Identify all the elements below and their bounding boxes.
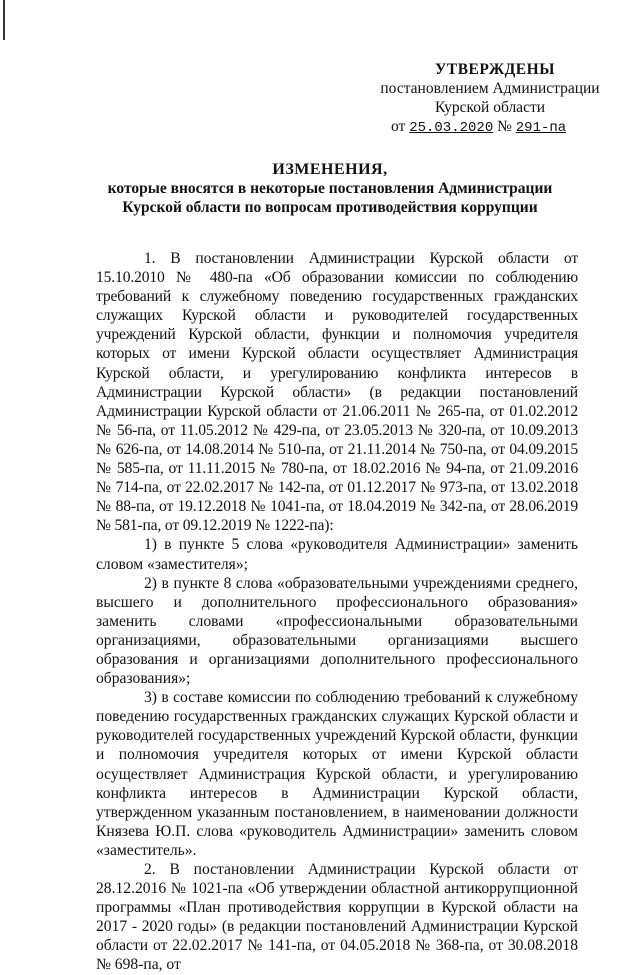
approval-stamp <box>365 60 615 138</box>
date-prefix: от <box>391 118 410 135</box>
number-prefix: № <box>493 118 516 135</box>
approval-heading: УТВЕРЖДЕНЫ <box>435 61 555 78</box>
approval-date-line <box>365 117 615 138</box>
title-subtitle-1: которые вносятся в некоторые постановления Администрации <box>107 180 553 197</box>
margin-mark <box>3 0 5 40</box>
approval-line-1: постановлением Администрации <box>380 80 600 97</box>
title-subtitle-2: Курской области по вопросам противодействия коррупции <box>122 199 538 216</box>
document-title <box>95 160 565 217</box>
paragraph-2: 2. В постановлении Администрации Курской области от 28.12.2016 № 1021-па «Об утверждении областной антикоррупционной программы «План противодействия коррупции в Курской области на 2017 - 2020 годы» (в редакции постановлений Администрации Курской области от 22.02.2017 № 141-па, от 04.05.2018 № 368-па, от 30.08.2018 № 698-па, от <box>96 861 578 974</box>
document-body <box>96 249 578 975</box>
paragraph-1-item-1: 1) в пункте 5 слова «руководителя Администрации» заменить словом «заместителя»; <box>96 536 578 573</box>
title-main: ИЗМЕНЕНИЯ, <box>272 161 388 178</box>
approval-line-2: Курской области <box>434 99 546 116</box>
approval-date: 25.03.2020 <box>409 120 494 136</box>
approval-number: 291-па <box>515 120 567 136</box>
paragraph-1-item-2: 2) в пункте 8 слова «образовательными учреждениями среднего, высшего и дополнительного профессионального образования» заменить словами «профессиональными образовательными организациями, образовательными организациями высшего образования и организациями дополнительного профессионального образования»; <box>96 574 578 688</box>
paragraph-1-item-3: 3) в составе комиссии по соблюдению требований к служебному поведению государственных гражданских служащих Курской области и руководителей государственных учреждений Курской области, функции и полномочия учредителя которых от имени Курской области осуществляет Администрация Курской области, и урегулированию конфликта интересов в Администрации Курской области, утвержденном указанным постановлением, в наименовании должности Князева Ю.П. слова «руководитель Администрации» заменить словом «заместитель». <box>96 689 578 859</box>
paragraph-1: 1. В постановлении Администрации Курской области от 15.10.2010 № 480-па «Об образовании комиссии по соблюдению требований к служебному поведению государственных гражданских служащих Курской области и руководителей государственных учреждений Курской области, функции и полномочия учредителя которых от имени Курской области осуществляет Администрация Курской области, и урегулированию конфликта интересов в Администрации Курской области» (в редакции постановлений Администрации Курской области от 21.06.2011 № 265-па, от 01.02.2012 № 56-па, от 11.05.2012 № 429-па, от 23.05.2013 № 320-па, от 10.09.2013 № 626-па, от 14.08.2014 № 510-па, от 21.11.2014 № 750-па, от 04.09.2015 № 585-па, от 11.11.2015 № 780-па, от 18.02.2016 № 94-па, от 21.09.2016 № 714-па, от 22.02.2017 № 142-па, от 01.12.2017 № 973-па, от 13.02.2018 № 88-па, от 19.12.2018 № 1041-па, от 18.04.2019 № 342-па, от 28.06.2019 № 581-па, от 09.12.2019 № 1222-па): <box>96 250 578 535</box>
